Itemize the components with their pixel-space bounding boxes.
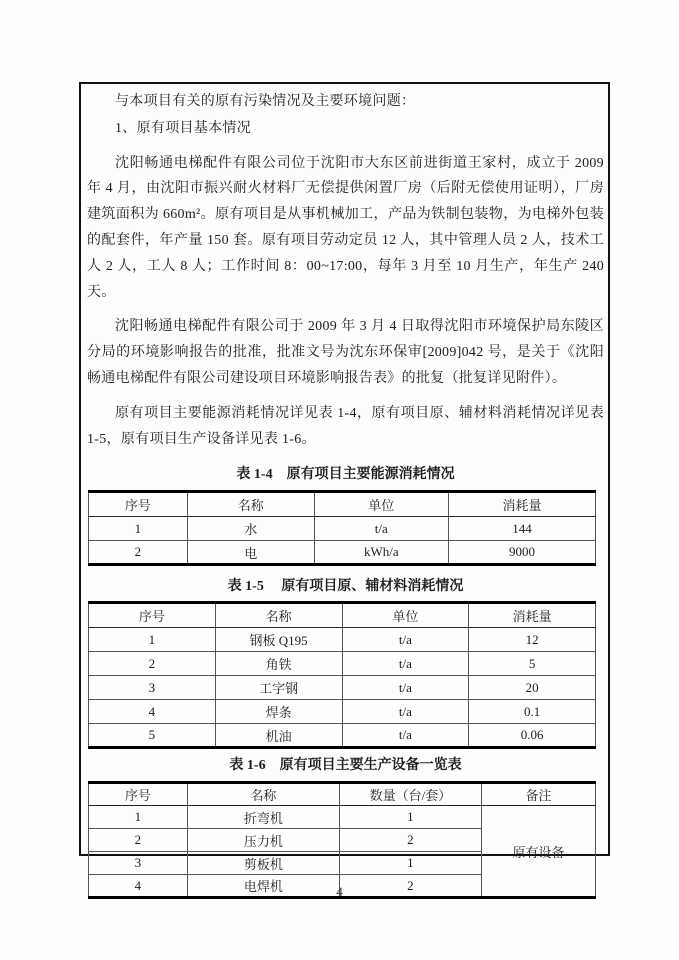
- table-header-row: [89, 603, 596, 628]
- table-cell: 压力机: [187, 829, 339, 852]
- remark-cell: 原有设备: [481, 806, 595, 898]
- table-cell: 剪板机: [187, 852, 339, 875]
- table-header-row: [89, 492, 596, 517]
- table-cell: t/a: [342, 700, 469, 724]
- column-header: 单位: [314, 492, 448, 517]
- table-cell: 2: [89, 652, 216, 676]
- table-cell: 4: [89, 700, 216, 724]
- paragraph-project-basic-info: 沈阳畅通电梯配件有限公司位于沈阳市大东区前进街道王家村，成立于 2009 年 4 月，由沈阳市振兴耐火材料厂无偿提供闲置厂房（后附无偿使用证明），厂房建筑面积为 660m²。原有项目是从事机械加工，产品为铁制包装物，为电梯外包装的配套件，年产量 150 套。原有项目劳动定员 12 人，其中管理人员 2 人，技术工人 2 人，工人 8 人；工作时间 8：00~17:00，每年 3 月至 10 月生产，年生产 240 天。: [87, 155, 604, 300]
- content-frame: [79, 82, 610, 895]
- table-cell: 工字钢: [215, 676, 342, 700]
- table-row: [89, 724, 596, 748]
- column-header: 数量（台/套）: [339, 783, 481, 806]
- column-header: 名称: [187, 783, 339, 806]
- table-cell: 1: [339, 852, 481, 875]
- table-cell: 20: [469, 676, 596, 700]
- table-cell: 3: [89, 676, 216, 700]
- table-1-6-production-equipment: [88, 781, 596, 899]
- table-1-5-title: 表 1-5 原有项目原、辅材料消耗情况: [227, 579, 464, 595]
- section-heading: 1、原有项目基本情况: [115, 120, 251, 136]
- page-number: 4: [336, 884, 343, 899]
- table-cell: 焊条: [215, 700, 342, 724]
- table-cell: 1: [89, 517, 188, 541]
- table-cell: t/a: [342, 724, 469, 748]
- table-cell: 2: [339, 875, 481, 898]
- table-cell: 144: [448, 517, 595, 541]
- table-row: [89, 700, 596, 724]
- table-cell: 电焊机: [187, 875, 339, 898]
- paragraph-approval-info: 沈阳畅通电梯配件有限公司于 2009 年 3 月 4 日取得沈阳市环境保护局东陵区分局的环境影响报告的批准，批准文号为沈东环保审[2009]042 号，是关于《沈阳畅通电梯配件有限公司建设项目环境影响报告表》的批复（批复详见附件）。: [87, 319, 604, 386]
- column-header: 序号: [89, 603, 216, 628]
- column-header: 消耗量: [448, 492, 595, 517]
- table-cell: 0.1: [469, 700, 596, 724]
- table-1-4-title: 表 1-4 原有项目主要能源消耗情况: [236, 467, 455, 483]
- table-cell: 2: [89, 541, 188, 565]
- column-header: 单位: [342, 603, 469, 628]
- table-row: [89, 517, 596, 541]
- column-header: 消耗量: [469, 603, 596, 628]
- table-cell: 2: [339, 829, 481, 852]
- table-row: [89, 541, 596, 565]
- table-cell: 角铁: [215, 652, 342, 676]
- table-cell: 1: [339, 806, 481, 829]
- table-cell: t/a: [314, 517, 448, 541]
- table-cell: 4: [89, 875, 188, 898]
- table-row: [89, 676, 596, 700]
- table-row: [89, 806, 596, 829]
- table-row: [89, 652, 596, 676]
- column-header: 序号: [89, 492, 188, 517]
- table-row: [89, 628, 596, 652]
- table-1-6-title: 表 1-6 原有项目主要生产设备一览表: [229, 758, 462, 774]
- table-cell: 1: [89, 806, 188, 829]
- table-cell: t/a: [342, 676, 469, 700]
- column-header: 名称: [215, 603, 342, 628]
- intro-line: 与本项目有关的原有污染情况及主要环境问题：: [115, 94, 416, 109]
- table-cell: 机油: [215, 724, 342, 748]
- table-cell: 5: [89, 724, 216, 748]
- table-cell: 折弯机: [187, 806, 339, 829]
- table-cell: kWh/a: [314, 541, 448, 565]
- column-header: 名称: [187, 492, 314, 517]
- table-1-4-energy-consumption: [88, 490, 596, 566]
- table-cell: 0.06: [469, 724, 596, 748]
- table-header-row: [89, 783, 596, 806]
- table-cell: 1: [89, 628, 216, 652]
- column-header: 备注: [481, 783, 595, 806]
- table-1-5-material-consumption: [88, 601, 596, 749]
- table-cell: 水: [187, 517, 314, 541]
- paragraph-table-references: 原有项目主要能源消耗情况详见表 1-4，原有项目原、辅材料消耗情况详见表 1-5，原有项目生产设备详见表 1-6。: [87, 405, 604, 447]
- table-cell: 2: [89, 829, 188, 852]
- table-cell: t/a: [342, 652, 469, 676]
- table-cell: 电: [187, 541, 314, 565]
- column-header: 序号: [89, 783, 188, 806]
- table-cell: 9000: [448, 541, 595, 565]
- table-cell: 3: [89, 852, 188, 875]
- table-cell: 钢板 Q195: [215, 628, 342, 652]
- table-cell: t/a: [342, 628, 469, 652]
- table-cell: 12: [469, 628, 596, 652]
- table-cell: 5: [469, 652, 596, 676]
